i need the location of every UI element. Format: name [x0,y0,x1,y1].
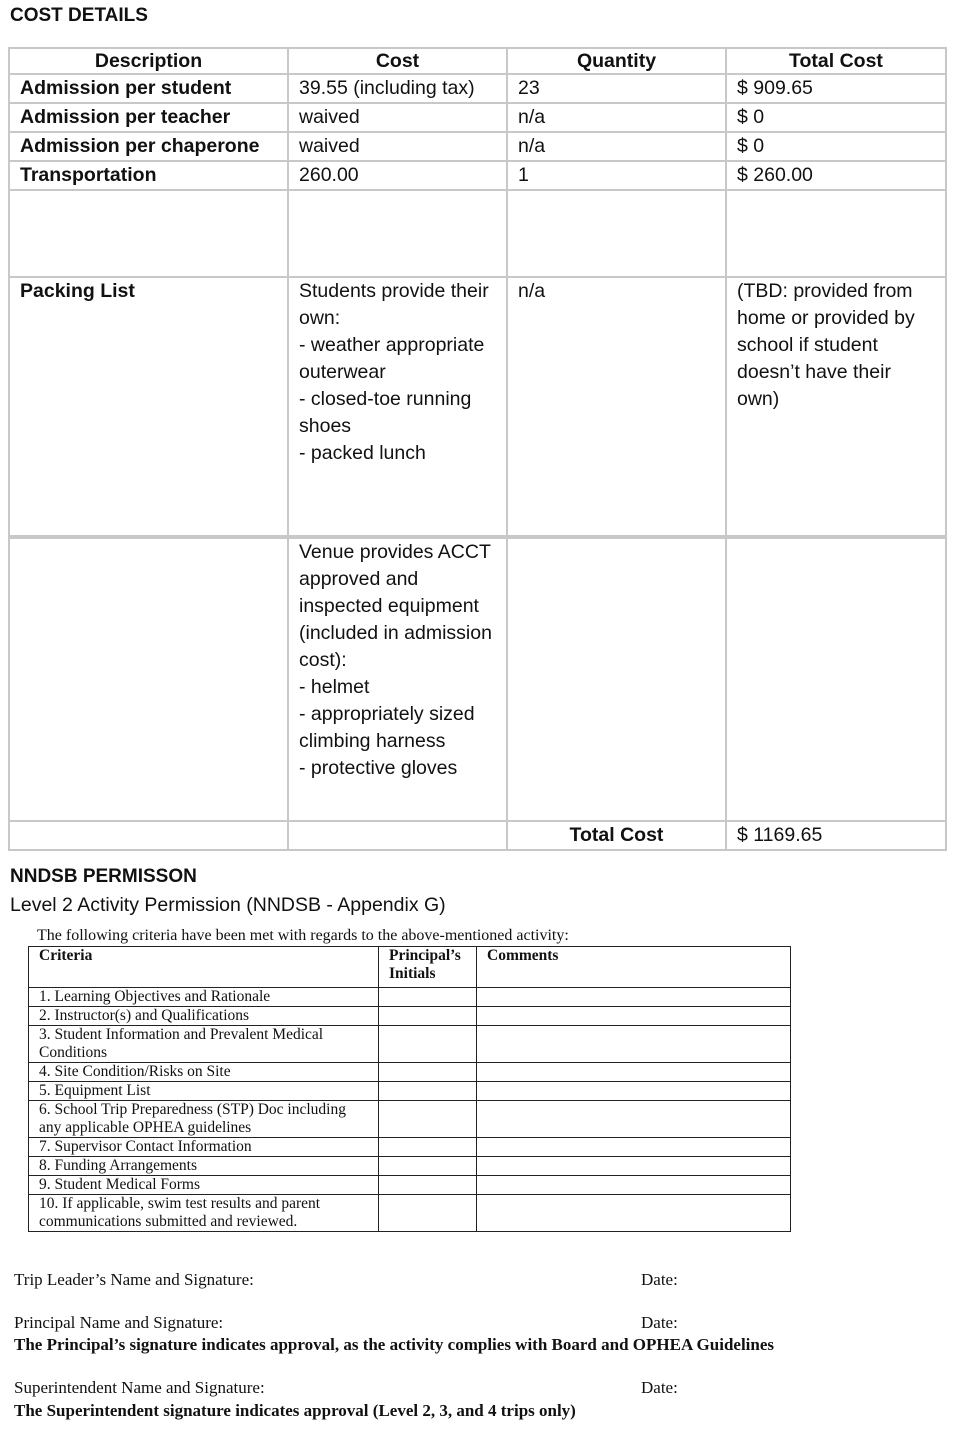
criteria-label: 4. Site Condition/Risks on Site [29,1063,379,1082]
row-cost: waived [288,103,507,132]
row-quantity: 23 [507,74,726,103]
row-description: Admission per teacher [9,103,288,132]
trip-leader-date-label: Date: [641,1270,678,1289]
row-description: Admission per chaperone [9,132,288,161]
criteria-row [29,1101,791,1138]
principal-initials-field[interactable] [379,1195,477,1232]
comments-field[interactable] [477,1157,791,1176]
comments-field[interactable] [477,1063,791,1082]
principal-initials-field[interactable] [379,988,477,1007]
row-cost: waived [288,132,507,161]
criteria-row [29,1026,791,1063]
cost-row [9,161,946,190]
principal-initials-field[interactable] [379,1007,477,1026]
principal-note: The Principal’s signature indicates approval, as the activity complies with Board and OPHEA Guidelines [14,1335,775,1354]
principal-initials-field[interactable] [379,1026,477,1063]
criteria-label: 3. Student Information and Prevalent Medical Conditions [29,1026,379,1063]
criteria-row [29,1195,791,1232]
criteria-table [28,946,791,1232]
row-quantity: n/a [507,103,726,132]
comments-field[interactable] [477,988,791,1007]
principal-initials-field[interactable] [379,1176,477,1195]
criteria-row [29,1157,791,1176]
header-description: Description [9,48,288,74]
criteria-label: 1. Learning Objectives and Rationale [29,988,379,1007]
header-cost: Cost [288,48,507,74]
criteria-label: 6. School Trip Preparedness (STP) Doc including any applicable OPHEA guidelines [29,1101,379,1138]
header-criteria: Criteria [29,947,379,988]
row-total: $ 0 [726,103,946,132]
row-quantity: n/a [507,132,726,161]
header-comments: Comments [477,947,791,988]
row-total: $ 909.65 [726,74,946,103]
superintendent-note: The Superintendent signature indicates approval (Level 2, 3, and 4 trips only) [14,1401,576,1420]
row-quantity: 1 [507,161,726,190]
criteria-label: 7. Supervisor Contact Information [29,1138,379,1157]
packing-quantity: n/a [507,277,726,537]
criteria-row [29,988,791,1007]
cost-table [8,47,947,851]
principal-initials-field[interactable] [379,1101,477,1138]
row-description: Admission per student [9,74,288,103]
criteria-label: 10. If applicable, swim test results and parent communications submitted and reviewed. [29,1195,379,1232]
criteria-intro: The following criteria have been met with regards to the above-mentioned activity: [37,927,569,944]
total-label: Total Cost [507,821,726,850]
comments-field[interactable] [477,1007,791,1026]
permission-subheading: Level 2 Activity Permission (NNDSB - Appendix G) [10,894,446,916]
packing-cost: Students provide their own: - weather appropriate outerwear - closed-toe running shoes - packed lunch [288,277,507,537]
principal-initials-field[interactable] [379,1063,477,1082]
principal-signature-label: Principal Name and Signature: [14,1313,224,1332]
cost-header-row [9,48,946,74]
cost-row [9,103,946,132]
row-description: Transportation [9,161,288,190]
comments-field[interactable] [477,1138,791,1157]
criteria-row [29,1082,791,1101]
row-cost: 260.00 [288,161,507,190]
equipment-cost: Venue provides ACCT approved and inspected equipment (included in admission cost): - helmet - appropriately sized climbing harness - protective gloves [288,537,507,821]
header-quantity: Quantity [507,48,726,74]
criteria-label: 2. Instructor(s) and Qualifications [29,1007,379,1026]
comments-field[interactable] [477,1026,791,1063]
criteria-row [29,1007,791,1026]
packing-row [9,277,946,537]
principal-initials-field[interactable] [379,1157,477,1176]
principal-initials-field[interactable] [379,1082,477,1101]
total-row [9,821,946,850]
cost-details-heading: COST DETAILS [10,5,148,26]
principal-date-label: Date: [641,1313,678,1332]
comments-field[interactable] [477,1176,791,1195]
criteria-label: 5. Equipment List [29,1082,379,1101]
cost-row [9,132,946,161]
comments-field[interactable] [477,1195,791,1232]
criteria-label: 9. Student Medical Forms [29,1176,379,1195]
blank-row [9,190,946,277]
equipment-row [9,537,946,821]
row-total: $ 260.00 [726,161,946,190]
header-initials: Principal’s Initials [379,947,477,988]
criteria-row [29,1138,791,1157]
row-cost: 39.55 (including tax) [288,74,507,103]
comments-field[interactable] [477,1101,791,1138]
criteria-row [29,1176,791,1195]
trip-leader-signature-label: Trip Leader’s Name and Signature: [14,1270,254,1289]
superintendent-date-label: Date: [641,1378,678,1397]
packing-label: Packing List [9,277,288,537]
packing-total: (TBD: provided from home or provided by school if student doesn’t have their own) [726,277,946,537]
header-total: Total Cost [726,48,946,74]
principal-initials-field[interactable] [379,1138,477,1157]
superintendent-signature-label: Superintendent Name and Signature: [14,1378,265,1397]
comments-field[interactable] [477,1082,791,1101]
total-value: $ 1169.65 [726,821,946,850]
criteria-row [29,1063,791,1082]
criteria-label: 8. Funding Arrangements [29,1157,379,1176]
permission-heading: NNDSB PERMISSON [10,866,197,887]
cost-row [9,74,946,103]
row-total: $ 0 [726,132,946,161]
